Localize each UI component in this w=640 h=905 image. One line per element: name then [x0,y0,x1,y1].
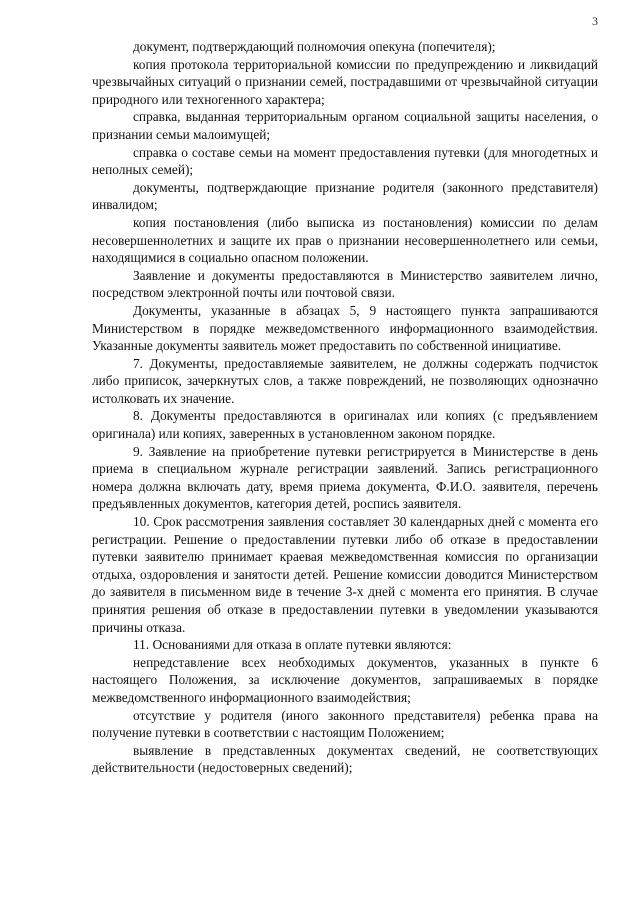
page-number: 3 [592,14,598,28]
paragraph: справка, выданная территориальным органом социальной защиты населения, о признании семьи малоимущей; [92,109,598,142]
paragraph: копия протокола территориальной комиссии по предупреждению и ликвидаций чрезвычайных ситуаций о признании семей, пострадавшими от чрезвычайной ситуации природного или техногенного характера; [92,56,598,107]
paragraph: Документы, указанные в абзацах 5, 9 настоящего пункта запрашиваются Министерством в порядке межведомственного информационного взаимодействия. Указанные документы заявитель может предоставить по собственной инициативе. [92,302,598,354]
paragraph: 8. Документы предоставляются в оригиналах или копиях (с предъявлением оригинала) или копиях, заверенных в установленном законом порядке. [92,408,598,442]
paragraph: копия постановления (либо выписка из постановления) комиссии по делам несовершеннолетних и защите их прав о признании несовершеннолетнего или семьи, находящимися в социально опасном положении. [92,214,598,266]
paragraph: 7. Документы, предоставляемые заявителем, не должны содержать подчисток либо приписок, зачеркнутых слов, а также повреждений, не позволяющих однозначно истолковать их значение. [92,355,598,406]
paragraph: 11. Основаниями для отказа в оплате путевки являются: [133,637,452,653]
paragraph: документ, подтверждающий полномочия опекуна (попечителя); [133,39,496,54]
paragraph: 9. Заявление на приобретение путевки регистрируется в Министерстве в день приема в специальном журнале регистрации заявлений. Запись регистрационного номера должна включать дату, время приема документа, Ф.И.О. заявителя, перечень предъявленных документов, категория детей, роспись заявителя. [92,443,598,512]
paragraph: Заявление и документы предоставляются в Министерство заявителем лично, посредством электронной почты или почтовой связи. [92,267,598,301]
paragraph: отсутствие у родителя (иного законного представителя) ребенка права на получение путевки в соответствии с настоящим Положением; [92,707,598,741]
paragraph: непредставление всех необходимых документов, указанных в пункте 6 настоящего Положения, за исключение документов, запрашиваемых в порядке межведомственного информационного взаимодействия; [92,654,598,705]
paragraph: 10. Срок рассмотрения заявления составляет 30 календарных дней с момента его регистрации. Решение о предоставлении путевки либо об отказе в предоставлении путевки заявителю принимает краевая межведомственная комиссия по организации отдыха, оздоровления и занятости детей. Решение комиссии доводится Министерством до заявителя в письменном виде в течение 3-х дней с момента его принятия. В случае принятия решения об отказе в предоставлении путевки в уведомлении указываются причины отказа. [92,514,598,635]
paragraph: документы, подтверждающие признание родителя (законного представителя) инвалидом; [92,179,598,213]
document-body [92,38,598,777]
paragraph: выявление в представленных документах сведений, не соответствующих действительности (недостоверных сведений); [92,742,598,776]
paragraph: справка о составе семьи на момент предоставления путевки (для многодетных и неполных семей); [92,144,598,178]
